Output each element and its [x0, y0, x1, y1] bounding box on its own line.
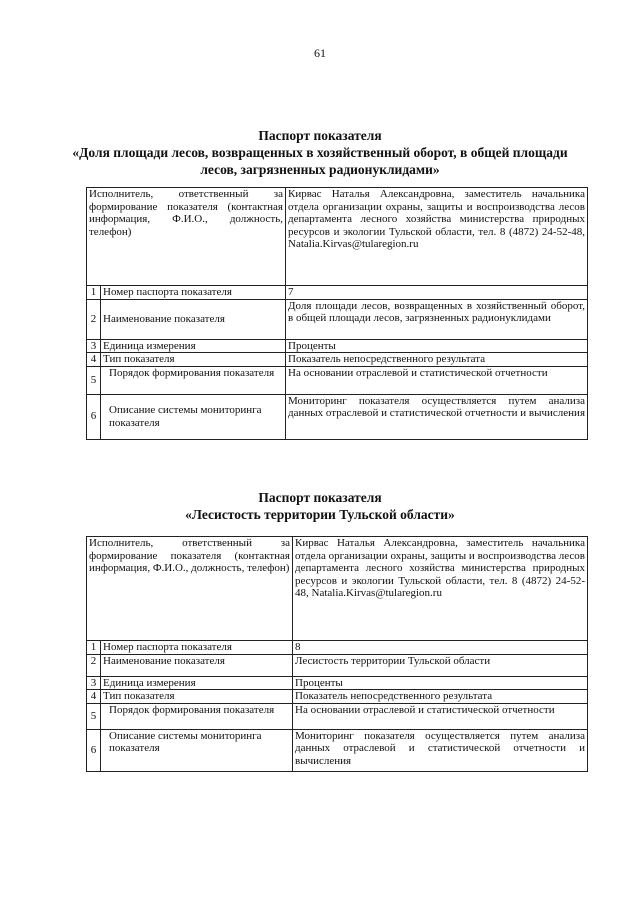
executor-value: Кирвас Наталья Александровна, заместитель начальника отдела организации охраны, защиты и воспроизводства лесов департамента лесного хозяйства министерства природных ресурсов и экологии Тульской области, тел. 8 (4872) 24-52-48, Natalia.Kirvas@tularegion.ru: [293, 537, 588, 641]
page-number: 61: [314, 46, 326, 60]
row-value: Мониторинг показателя осуществляется путем анализа данных отраслевой и статистической отчетности и вычисления: [293, 729, 588, 771]
row-value: 7: [286, 286, 588, 300]
row-label: Порядок формирования показателя: [101, 366, 286, 394]
row-label: Номер паспорта показателя: [101, 641, 293, 655]
row-number: 2: [87, 654, 101, 676]
table-row: [87, 188, 588, 286]
row-number: 1: [87, 286, 101, 300]
row-number: 3: [87, 339, 101, 353]
row-value: Показатель непосредственного результата: [293, 690, 588, 704]
executor-value: Кирвас Наталья Александровна, заместитель начальника отдела организации охраны, защиты и воспроизводства лесов департамента лесного хозяйства министерства природных ресурсов и экологии Тульской области, тел. 8 (4872) 24-52-48, Natalia.Kirvas@tularegion.ru: [286, 188, 588, 286]
table-row: [87, 537, 588, 641]
table-row: [87, 366, 588, 394]
table-row: [87, 654, 588, 676]
row-value: Лесистость территории Тульской области: [293, 654, 588, 676]
table-row: [87, 286, 588, 300]
row-label: Наименование показателя: [101, 654, 293, 676]
passport1-title-line2: «Доля площади лесов, возвращенных в хозяйственный оборот, в общей площади лесов, загрязненных радионуклидами»: [72, 145, 568, 177]
passport2-title-line2: «Лесистость территории Тульской области»: [185, 507, 455, 522]
row-label: Наименование показателя: [101, 299, 286, 339]
row-value: Проценты: [293, 676, 588, 690]
row-number: 5: [87, 366, 101, 394]
passport2-table: [86, 536, 588, 772]
row-value: Доля площади лесов, возвращенных в хозяйственный оборот, в общей площади лесов, загрязненных радионуклидами: [286, 299, 588, 339]
row-label: Описание системы мониторинга показателя: [101, 394, 286, 439]
row-label: Единица измерения: [101, 339, 286, 353]
row-value: Проценты: [286, 339, 588, 353]
row-number: 3: [87, 676, 101, 690]
row-value: На основании отраслевой и статистической отчетности: [293, 703, 588, 729]
executor-label: Исполнитель, ответственный за формирование показателя (контактная информация, Ф.И.О., должность, телефон): [87, 188, 286, 286]
row-label: Номер паспорта показателя: [101, 286, 286, 300]
row-number: 5: [87, 703, 101, 729]
table-row: [87, 703, 588, 729]
table-row: [87, 641, 588, 655]
row-label: Тип показателя: [101, 690, 293, 704]
table-row: [87, 690, 588, 704]
row-number: 1: [87, 641, 101, 655]
row-number: 4: [87, 353, 101, 367]
row-number: 6: [87, 394, 101, 439]
passport1-table: [86, 187, 588, 440]
row-label: Описание системы мониторинга показателя: [101, 729, 293, 771]
row-value: 8: [293, 641, 588, 655]
row-value: Показатель непосредственного результата: [286, 353, 588, 367]
row-label: Тип показателя: [101, 353, 286, 367]
passport2-title-line1: Паспорт показателя: [258, 490, 382, 505]
row-number: 2: [87, 299, 101, 339]
passport1-title-line1: Паспорт показателя: [258, 128, 382, 143]
row-value: Мониторинг показателя осуществляется путем анализа данных отраслевой и статистической отчетности и вычисления: [286, 394, 588, 439]
row-label: Единица измерения: [101, 676, 293, 690]
executor-label: Исполнитель, ответственный за формирование показателя (контактная информация, Ф.И.О., должность, телефон): [87, 537, 293, 641]
row-value: На основании отраслевой и статистической отчетности: [286, 366, 588, 394]
table-row: [87, 394, 588, 439]
row-number: 4: [87, 690, 101, 704]
table-row: [87, 729, 588, 771]
table-row: [87, 299, 588, 339]
passport2-title: [70, 489, 570, 523]
row-number: 6: [87, 729, 101, 771]
passport1-title: [70, 127, 570, 178]
table-row: [87, 353, 588, 367]
table-row: [87, 339, 588, 353]
table-row: [87, 676, 588, 690]
row-label: Порядок формирования показателя: [101, 703, 293, 729]
